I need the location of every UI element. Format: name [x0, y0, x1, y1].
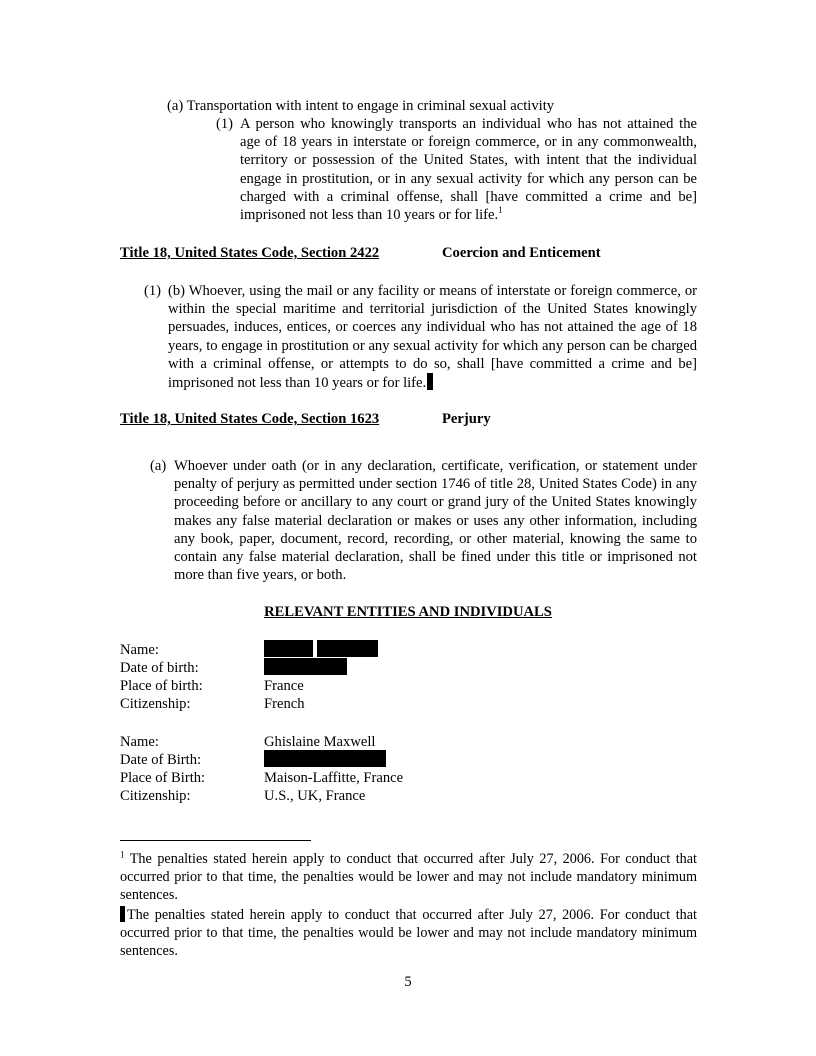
footnote-2-redaction-mark — [120, 906, 125, 922]
transportation-item-text — [240, 115, 697, 224]
person2-citizenship-label: Citizenship: — [120, 788, 191, 804]
person2-pob-label: Place of Birth: — [120, 770, 206, 786]
redacted-last-name — [317, 640, 378, 657]
footnote-2 — [120, 906, 697, 960]
statute-2422-subject: Coercion and Enticement — [442, 245, 601, 261]
statute-1623-title: Title 18, United States Code, Section 1623 — [120, 411, 380, 427]
statute-2422-body: (b) Whoever, using the mail or any facility or means of interstate or foreign commerce, or within the special maritime and territorial jurisdiction of the United States knowingly persuades, induces, entices, or coerces any individual who has not attained the age of 18 years, to engage in prostitution or any sexual activity for which any person can be charged with a criminal offense, or attempts to do so, shall [have committed a crime and be] imprisoned not less than 10 years or for life. — [168, 283, 697, 392]
footnote-ref-1: 1 — [498, 205, 503, 216]
redacted-date-of-birth — [264, 658, 347, 675]
statute-1623-item-number: (a) — [150, 458, 167, 474]
entities-heading: RELEVANT ENTITIES AND INDIVIDUALS — [264, 604, 552, 620]
footnote-1 — [120, 851, 697, 904]
person1-citizenship-value: French — [264, 696, 305, 712]
person2-citizenship-value: U.S., UK, France — [264, 788, 366, 804]
person1-citizenship-label: Citizenship: — [120, 696, 191, 712]
statute-2422-title: Title 18, United States Code, Section 2422 — [120, 245, 380, 261]
statute-2422-item-number: (1) — [144, 283, 162, 299]
transportation-heading: (a) Transportation with intent to engage in criminal sexual activity — [167, 98, 555, 114]
footnote-2-text: The penalties stated herein apply to conduct that occurred after July 27, 2006. For conduct that occurred prior to that time, the penalties would be lower and may not include mandatory minimum sentences. — [120, 907, 697, 959]
person1-name-label: Name: — [120, 642, 159, 658]
footnote-1-text: The penalties stated herein apply to conduct that occurred after July 27, 2006. For conduct that occurred prior to that time, the penalties would be lower and may not include mandatory minimum sentences. — [120, 851, 697, 903]
footnote-1-mark: 1 — [120, 849, 125, 860]
redacted-first-name — [264, 640, 313, 657]
person1-pob-row — [120, 677, 540, 695]
person2-name-value: Ghislaine Maxwell — [264, 734, 376, 750]
person1-pob-value: France — [264, 678, 304, 694]
statute-1623-text: Whoever under oath (or in any declaration, certificate, verification, or statement under penalty of perjury as permitted under section 1746 of title 28, United States Code) in any proceeding before or ancillary to any court or grand jury of the United States knowingly makes any false material declaration or makes or uses any other information, including any book, paper, document, record, recording, or other material, knowing the same to contain any false material declaration, shall be fined under this title or imprisoned not more than five years, or both. — [174, 458, 697, 584]
person2-name-label: Name: — [120, 734, 159, 750]
page-number: 5 — [404, 974, 412, 990]
person2-name-row — [120, 733, 540, 751]
footnote-separator — [120, 840, 311, 841]
redaction-bar — [427, 373, 433, 390]
person2-citizenship-row — [120, 787, 540, 805]
person1-dob-label: Date of birth: — [120, 660, 199, 676]
person2-dob-label: Date of Birth: — [120, 752, 202, 768]
redacted-date-of-birth-2 — [264, 750, 386, 767]
person1-citizenship-row — [120, 695, 540, 713]
person1-pob-label: Place of birth: — [120, 678, 203, 694]
person2-pob-value: Maison-Laffitte, France — [264, 770, 404, 786]
statute-2422-text — [168, 282, 697, 392]
transportation-item-body: A person who knowingly transports an individual who has not attained the age of 18 years in interstate or foreign commerce, or in any commonwealth, territory or possession of the United States, with intent that the individual engage in prostitution, or in any sexual activity for which any person can be charged with a criminal offense, shall [have committed a crime and be] imprisoned not less than 10 years or for life. — [240, 116, 697, 224]
transportation-item-number: (1) — [216, 116, 234, 132]
person2-pob-row — [120, 769, 540, 787]
statute-1623-subject: Perjury — [442, 411, 491, 427]
